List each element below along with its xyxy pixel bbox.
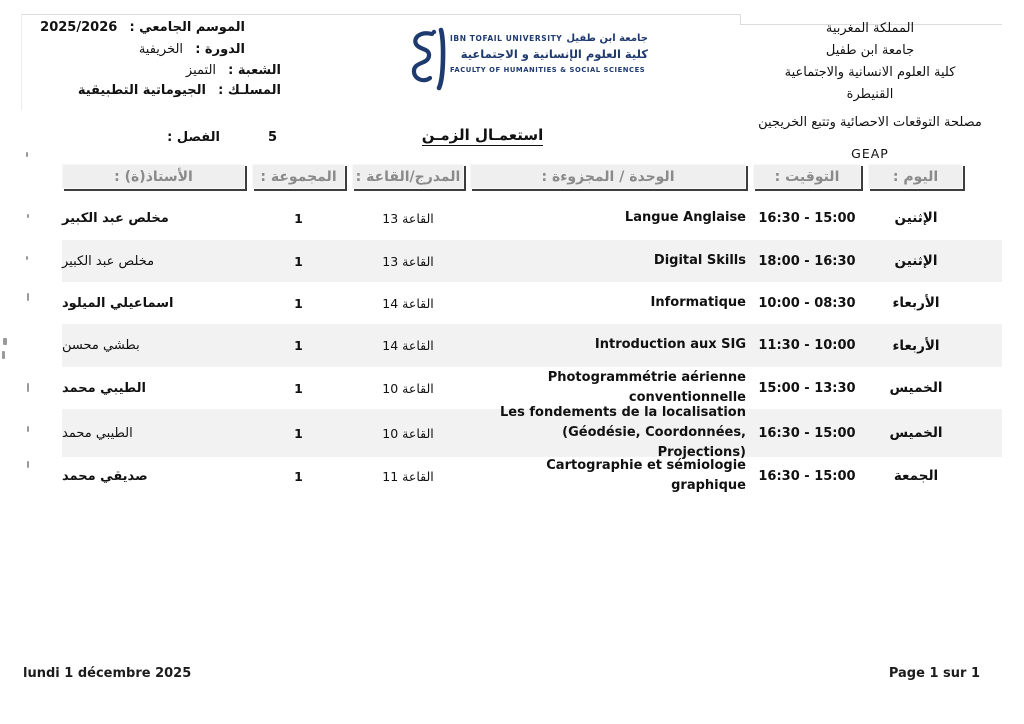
track-label: المسلـك :: [218, 83, 281, 98]
day-cell: الخميس: [889, 425, 943, 441]
session-line: [139, 42, 245, 57]
edge-artifact: [27, 426, 29, 432]
column-header-time: التوقيت :: [753, 164, 861, 189]
left-border-line: [21, 14, 22, 110]
time-cell: 15:00 - 13:30: [758, 380, 856, 396]
unit-cell: [470, 282, 748, 324]
time-cell: 11:30 - 10:00: [758, 338, 856, 353]
academic-year-label: الموسم الجامعي :: [129, 20, 245, 35]
room-cell: القاعة 11: [382, 468, 434, 484]
table-row: [62, 282, 1002, 324]
unit-name: Cartographie et sémiologie graphique: [546, 457, 746, 493]
unit-name: Informatique: [650, 294, 746, 310]
professor-cell: الطيبي محمد: [62, 425, 133, 441]
room-cell: القاعة 13: [382, 210, 434, 226]
edge-artifact: [27, 214, 29, 218]
group-cell: 1: [294, 210, 303, 226]
day-cell: الإثنين: [894, 253, 938, 269]
group-cell: 1: [294, 253, 303, 269]
room-cell: القاعة 14: [382, 295, 434, 311]
institution-city: القنيطرة: [846, 87, 894, 102]
time-cell: 18:00 - 16:30: [758, 253, 856, 269]
page-title: استعمـال الزمـن: [421, 126, 544, 144]
institution-university: جامعة ابن طفيل: [825, 43, 915, 58]
edge-artifact: [27, 293, 29, 301]
unit-name: Introduction aux SIG: [594, 337, 746, 353]
group-cell: 1: [294, 468, 303, 484]
room-cell: القاعة 10: [382, 425, 434, 441]
day-cell: الأربعاء: [892, 295, 940, 311]
track-value: الجيوماتية التطبيقية: [77, 83, 206, 98]
day-cell: الأربعاء: [892, 337, 940, 354]
program-code: GEAP: [851, 146, 889, 161]
unit-cell: [470, 240, 748, 282]
professor-cell: اسماعيلي الميلود: [62, 295, 174, 311]
group-cell: 1: [294, 295, 303, 311]
branch-value: التميز: [185, 63, 217, 78]
unit-cell: [470, 457, 748, 495]
column-header-unit: الوحدة / المجزوءة :: [470, 164, 746, 189]
footer-page-number: Page 1 sur 1: [888, 666, 980, 681]
unit-name: Photogrammétrie aérienne conventionnelle: [547, 369, 746, 405]
unit-name-line2: (Géodésie, Coordonnées, Projections): [562, 424, 746, 461]
institution-service: مصلحة التوقعات الاحصائية وتتبع الخريجين: [758, 115, 982, 130]
column-header-room: المدرج/القاعة :: [352, 164, 464, 189]
column-header-professor: الأستاذ(ة) :: [62, 164, 245, 189]
unit-name: Langue Anglaise: [624, 209, 746, 225]
column-header-day: اليوم :: [868, 164, 963, 189]
edge-artifact: [27, 383, 29, 392]
university-logo: [408, 27, 653, 93]
top-border-line-left: [21, 14, 741, 15]
room-cell: القاعة 10: [382, 380, 434, 396]
professor-cell: مخلص عبد الكبير: [62, 210, 169, 226]
professor-cell: صديقي محمد: [62, 468, 148, 484]
unit-cell: [470, 404, 748, 461]
time-cell: 16:30 - 15:00: [758, 425, 856, 441]
table-body: [62, 196, 1002, 495]
institution-faculty: كلية العلوم الانسانية والاجتماعية: [784, 65, 956, 80]
professor-cell: الطيبي محمد: [62, 380, 146, 396]
edge-artifact: [26, 152, 28, 157]
session-label: الدورة :: [195, 42, 245, 57]
unit-name: Digital Skills: [653, 252, 746, 268]
table-row: [62, 457, 1002, 495]
edge-artifact: [26, 256, 28, 260]
logo-calligraphy-icon: [408, 27, 450, 91]
column-header-group: المجموعة :: [252, 164, 345, 189]
track-line: [78, 83, 281, 98]
logo-university-name-ar: جامعة ابن طفيل: [566, 33, 648, 44]
logo-university-name-en: IBN TOFAIL UNIVERSITY: [450, 34, 563, 43]
table-row: [62, 324, 1002, 367]
room-cell: القاعة 14: [382, 338, 434, 353]
branch-line: [186, 63, 281, 78]
edge-artifact: [27, 461, 29, 468]
group-cell: 1: [294, 338, 303, 353]
table-row: [62, 240, 1002, 282]
time-cell: 16:30 - 15:00: [758, 210, 856, 226]
table-row: [62, 196, 1002, 240]
unit-cell: [470, 324, 748, 367]
edge-artifact: [2, 351, 5, 359]
unit-name: Les fondements de la localisation: [500, 404, 746, 420]
group-cell: 1: [294, 380, 303, 396]
professor-cell: بطشي محسن: [62, 338, 140, 353]
institution-country: المملكة المغربية: [825, 21, 915, 36]
room-cell: القاعة 13: [382, 253, 434, 269]
academic-year-line: [40, 20, 245, 35]
unit-cell: [470, 196, 748, 240]
time-cell: 10:00 - 08:30: [758, 295, 856, 311]
time-cell: 16:30 - 15:00: [758, 468, 856, 484]
branch-label: الشعبة :: [228, 63, 281, 78]
day-cell: الخميس: [889, 380, 943, 396]
logo-faculty-name-en: FACULTY OF HUMANITIES & SOCIAL SCIENCES: [450, 65, 646, 74]
professor-cell: مخلص عبد الكبير: [62, 253, 155, 269]
day-cell: الجمعة: [893, 468, 939, 484]
academic-year-value: 2025/2026: [40, 20, 118, 35]
day-cell: الإثنين: [894, 210, 938, 226]
footer-date: lundi 1 décembre 2025: [23, 666, 192, 681]
edge-artifact: [3, 338, 7, 345]
group-cell: 1: [294, 425, 303, 441]
semester-line: [167, 130, 277, 145]
semester-value: 5: [267, 130, 277, 145]
logo-faculty-name-ar: كلية العلوم الإنسانية و الاجتماعية: [460, 47, 648, 61]
session-value: الخريفية: [138, 42, 184, 57]
table-row: [62, 404, 1002, 461]
semester-label: الفصل :: [167, 130, 220, 145]
